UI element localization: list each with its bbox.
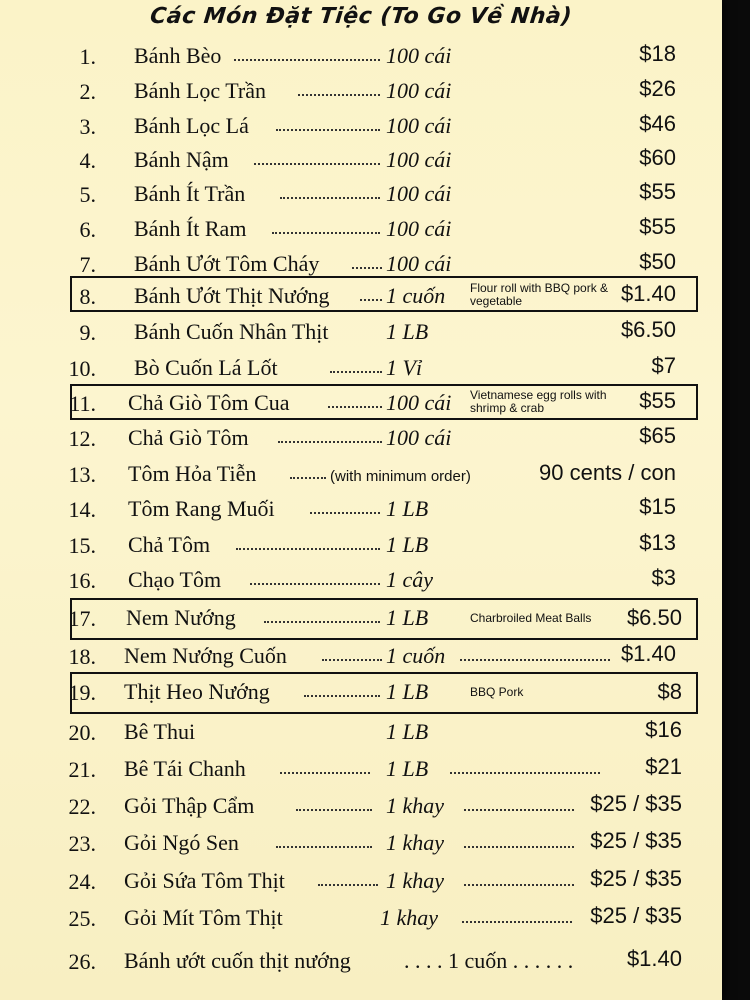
item-english-note: Charbroiled Meat Balls (470, 611, 592, 625)
item-name: Tôm Hỏa Tiễn (128, 461, 257, 486)
item-number: 20. (68, 720, 96, 745)
leader-dots (254, 163, 380, 165)
leader-dots (276, 129, 380, 131)
item-quantity: 100 cái (386, 78, 452, 103)
item-price: $1.40 (620, 281, 676, 306)
item-quantity: 100 cái (386, 216, 452, 241)
leader-dots (276, 846, 372, 848)
item-price: $55 (639, 179, 676, 204)
item-quantity: 1 khay (386, 868, 445, 893)
item-number: 21. (68, 757, 96, 782)
item-quantity: 1 LB (386, 756, 429, 781)
menu-item (0, 865, 722, 899)
item-number: 4. (79, 148, 96, 173)
item-price: $8 (657, 679, 682, 704)
item-name: Gỏi Ngó Sen (124, 830, 239, 855)
item-number: 11. (69, 391, 96, 416)
item-number: 15. (68, 533, 96, 558)
item-name: Bánh Ướt Tôm Cháy (134, 251, 320, 276)
item-name: Bánh Ướt Thịt Nướng (134, 283, 330, 308)
menu-item (0, 178, 722, 212)
menu-item (0, 564, 722, 598)
item-name: Bánh ướt cuốn thịt nướng (124, 948, 351, 973)
item-quantity: 100 cái (386, 43, 452, 68)
leader-dots (304, 695, 380, 697)
item-quantity: 1 LB (386, 605, 429, 630)
item-name: Chạo Tôm (128, 567, 222, 592)
item-price: $25 / $35 (590, 828, 682, 853)
item-price: $13 (639, 530, 676, 555)
item-name: Gỏi Mít Tôm Thịt (124, 905, 283, 930)
item-price: 90 cents / con (539, 460, 676, 485)
leader-dots (234, 59, 380, 61)
leader-dots (296, 809, 372, 811)
leader-dots (450, 772, 600, 774)
leader-dots (310, 512, 380, 514)
item-price: $50 (639, 249, 676, 274)
menu-item (0, 790, 722, 824)
leader-dots (250, 583, 380, 585)
item-price: $25 / $35 (590, 903, 682, 928)
menu-item (0, 529, 722, 563)
item-quantity: 1 cuốn (386, 643, 446, 668)
item-english-note: Flour roll with BBQ pork & vegetable (470, 281, 609, 308)
item-number: 3. (79, 114, 96, 139)
leader-dots (298, 94, 380, 96)
item-number: 8. (79, 284, 96, 309)
leader-dots (280, 772, 370, 774)
item-quantity: 100 cái (386, 113, 452, 138)
item-price: $1.40 (620, 641, 676, 666)
item-name: Nem Nướng (126, 605, 236, 630)
item-price: $25 / $35 (590, 866, 682, 891)
item-price: $7 (651, 353, 676, 378)
menu-item (0, 902, 722, 936)
item-price: $18 (639, 41, 676, 66)
item-name: Bánh Nậm (134, 147, 229, 172)
item-number: 26. (68, 949, 96, 974)
leader-dots (280, 197, 380, 199)
item-number: 12. (68, 426, 96, 451)
menu-item (0, 40, 722, 74)
item-name: Bánh Cuốn Nhân Thịt (134, 319, 329, 344)
item-price: $25 / $35 (590, 791, 682, 816)
menu-item (0, 213, 722, 247)
menu-item (0, 493, 722, 527)
leader-dots (290, 477, 326, 479)
item-name: Nem Nướng Cuốn (124, 643, 287, 668)
item-number: 22. (68, 794, 96, 819)
item-quantity: 100 cái (386, 181, 452, 206)
item-quantity: 1 Vỉ (386, 355, 423, 380)
item-price: $15 (639, 494, 676, 519)
menu-item (0, 280, 722, 314)
menu-item (0, 110, 722, 144)
item-number: 1. (79, 44, 96, 69)
leader-dots (278, 441, 382, 443)
item-quantity: 100 cái (386, 147, 452, 172)
leader-dots (464, 884, 574, 886)
item-quantity: 100 cái (386, 390, 452, 415)
leader-dots (460, 659, 610, 661)
item-price: $1.40 (626, 946, 682, 971)
item-number: 5. (79, 182, 96, 207)
leader-dots (464, 809, 574, 811)
leader-dots (272, 232, 380, 234)
item-quantity: 1 khay (386, 793, 445, 818)
leader-dots (322, 659, 382, 661)
leader-dots (464, 846, 574, 848)
item-name: Thịt Heo Nướng (124, 679, 270, 704)
item-quantity: 1 LB (386, 496, 429, 521)
item-name: Bánh Lọc Trần (134, 78, 266, 103)
item-name: Bê Thui (124, 719, 196, 744)
item-number: 23. (68, 831, 96, 856)
item-price: $55 (639, 214, 676, 239)
item-number: 25. (68, 906, 96, 931)
menu-item (0, 248, 722, 282)
item-number: 2. (79, 79, 96, 104)
item-name: Tôm Rang Muối (128, 496, 275, 521)
item-english-note: BBQ Pork (470, 685, 524, 699)
item-quantity: 100 cái (386, 251, 452, 276)
item-name: Gỏi Sứa Tôm Thịt (124, 868, 285, 893)
item-name: Bánh Ít Trần (134, 181, 246, 206)
menu-item (0, 827, 722, 861)
item-name: Bê Tái Chanh (124, 756, 246, 781)
item-number: 19. (68, 680, 96, 705)
item-price: $55 (639, 388, 676, 413)
item-english-note: Vietnamese egg rolls with shrimp & crab (470, 388, 607, 415)
menu-item (0, 75, 722, 109)
item-quantity: 1 LB (386, 532, 429, 557)
item-quantity: 1 LB (386, 679, 429, 704)
item-price: $65 (639, 423, 676, 448)
leader-dots (462, 921, 572, 923)
menu-item (0, 316, 722, 350)
leader-dots (236, 548, 380, 550)
item-price: $26 (639, 76, 676, 101)
item-number: 18. (68, 644, 96, 669)
item-number: 7. (79, 252, 96, 277)
leader-dots (330, 371, 382, 373)
item-name: Chả Giò Tôm (128, 425, 249, 450)
leader-dots (264, 621, 380, 623)
item-quantity: 1 khay (386, 830, 445, 855)
item-price: $60 (639, 145, 676, 170)
item-quantity: 1 cây (386, 567, 434, 592)
item-price: $3 (651, 565, 676, 590)
item-number: 13. (68, 462, 96, 487)
item-name: Bánh Lọc Lá (134, 113, 249, 138)
menu-item (0, 422, 722, 456)
item-price: $6.50 (626, 605, 682, 630)
item-number: 14. (68, 497, 96, 522)
leader-dots (360, 299, 382, 301)
item-name: Gỏi Thập Cẩm (124, 793, 255, 818)
item-number: 10. (68, 356, 96, 381)
leader-dots (328, 406, 382, 408)
menu-item (0, 458, 722, 492)
minimum-order-note: (with minimum order) (330, 468, 471, 485)
item-quantity: 1 LB (386, 319, 429, 344)
menu-title: Các Món Đặt Tiệc (To Go Về Nhà) (148, 4, 574, 29)
item-quantity: 1 khay (380, 905, 439, 930)
item-number: 17. (68, 606, 96, 631)
menu-item (0, 387, 722, 421)
menu-item (0, 352, 722, 386)
item-name: Chả Giò Tôm Cua (128, 390, 290, 415)
menu-item (0, 602, 722, 636)
menu-item (0, 676, 722, 710)
item-name: Bò Cuốn Lá Lốt (134, 355, 278, 380)
item-price: $16 (645, 717, 682, 742)
leader-dots (352, 267, 382, 269)
menu-item (0, 144, 722, 178)
item-price: $21 (645, 754, 682, 779)
item-number: 24. (68, 869, 96, 894)
item-name: Bánh Bèo (134, 43, 222, 68)
item-quantity: 1 cuốn (386, 283, 446, 308)
menu-item (0, 640, 722, 674)
item-name: Bánh Ít Ram (134, 216, 247, 241)
item-number: 9. (79, 320, 96, 345)
item-quantity: . . . . 1 cuốn . . . . . . (404, 948, 574, 973)
leader-dots (318, 884, 378, 886)
item-number: 6. (79, 217, 96, 242)
menu-item (0, 945, 722, 979)
menu-item (0, 716, 722, 750)
menu-item (0, 753, 722, 787)
item-quantity: 1 LB (386, 719, 429, 744)
item-number: 16. (68, 568, 96, 593)
item-quantity: 100 cái (386, 425, 452, 450)
item-price: $6.50 (620, 317, 676, 342)
item-price: $46 (639, 111, 676, 136)
item-name: Chả Tôm (128, 532, 211, 557)
